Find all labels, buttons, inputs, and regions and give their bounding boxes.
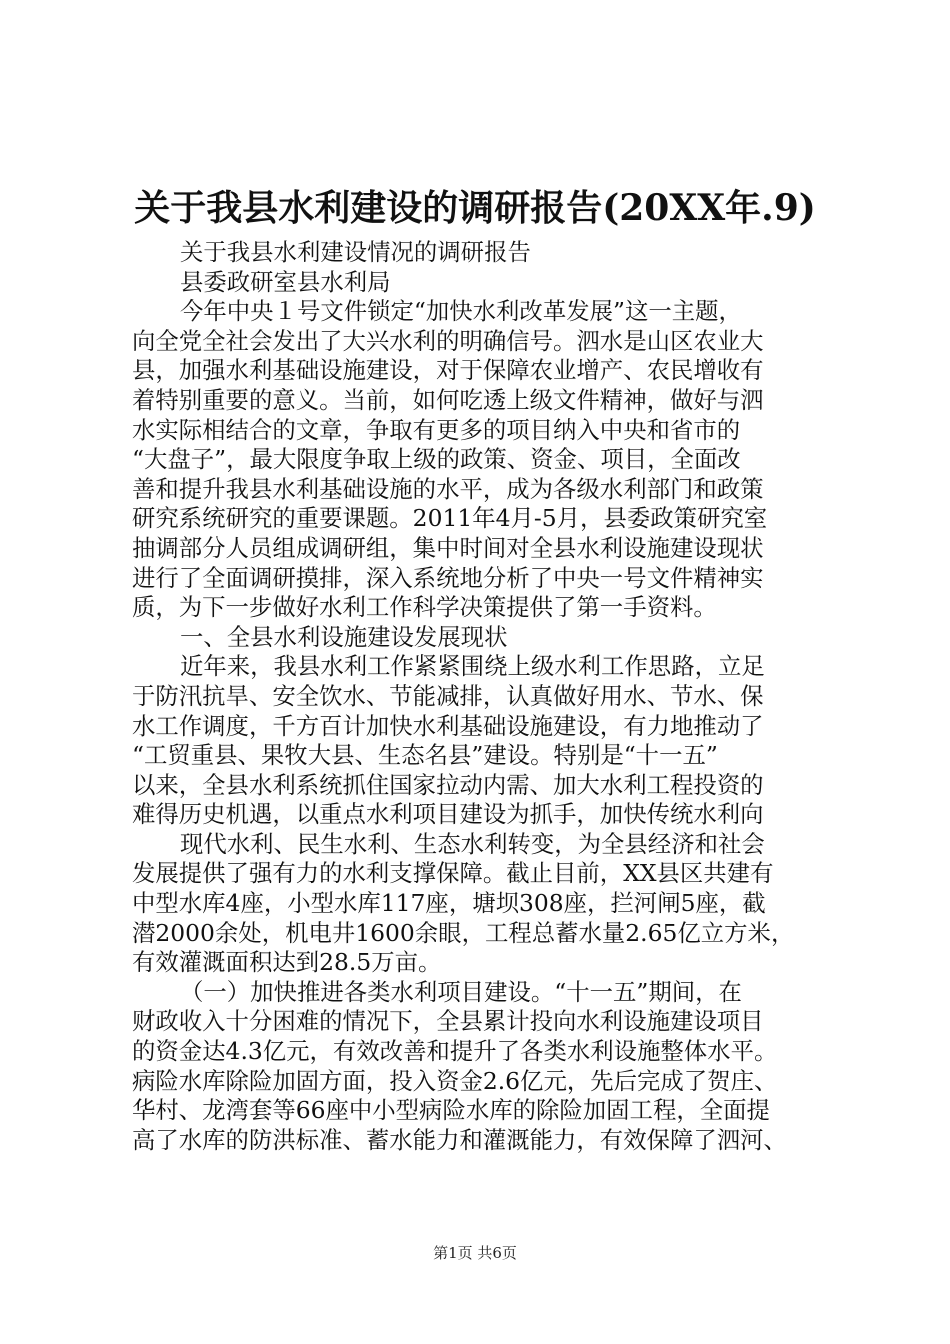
- body-line: 有效灌溉面积达到28.5万亩。: [132, 948, 442, 977]
- body-line: 质，为下一步做好水利工作科学决策提供了第一手资料。: [132, 593, 717, 622]
- body-line: 研究系统研究的重要课题。2011年4月-5月，县委政策研究室: [132, 504, 768, 533]
- body-line: 高了水库的防洪标准、蓄水能力和灌溉能力，有效保障了泗河、: [132, 1125, 787, 1154]
- body-line: 财政收入十分困难的情况下，全县累计投向水利设施建设项目: [132, 1007, 764, 1036]
- body-line: 潜2000余处，机电井1600余眼，工程总蓄水量2.65亿立方米，: [132, 918, 795, 947]
- body-line: 难得历史机遇，以重点水利项目建设为抓手，加快传统水利向: [132, 800, 764, 829]
- body-line: （一）加快推进各类水利项目建设。“十一五”期间，在: [180, 977, 742, 1006]
- document-body: [132, 238, 832, 1155]
- body-line: 发展提供了强有力的水利支撑保障。截止目前，XX县区共建有: [132, 859, 774, 888]
- body-line: “大盘子”，最大限度争取上级的政策、资金、项目，全面改: [132, 445, 741, 474]
- body-line: 善和提升我县水利基础设施的水平，成为各级水利部门和政策: [132, 474, 764, 503]
- body-line: 于防汛抗旱、安全饮水、节能减排，认真做好用水、节水、保: [132, 681, 764, 710]
- body-line: 近年来，我县水利工作紧紧围绕上级水利工作思路，立足: [180, 652, 765, 681]
- body-line: 的资金达4.3亿元，有效改善和提升了各类水利设施整体水平。: [132, 1037, 778, 1066]
- body-line: 关于我县水利建设情况的调研报告: [180, 238, 531, 266]
- body-line: 水工作调度，千方百计加快水利基础设施建设，有力地推动了: [132, 711, 764, 740]
- body-line: 水实际相结合的文章，争取有更多的项目纳入中央和省市的: [132, 415, 741, 444]
- body-line: 县，加强水利基础设施建设，对于保障农业增产、农民增收有: [132, 356, 764, 385]
- body-line: 华村、龙湾套等66座中小型病险水库的除险加固工程，全面提: [132, 1096, 770, 1125]
- body-line: “工贸重县、果牧大县、生态名县”建设。特别是“十一五”: [132, 741, 718, 770]
- body-line: 着特别重要的意义。当前，如何吃透上级文件精神，做好与泗: [132, 385, 764, 414]
- body-line: 进行了全面调研摸排，深入系统地分析了中央一号文件精神实: [132, 563, 764, 592]
- body-line: 县委政研室县水利局: [180, 267, 391, 296]
- body-line: 病险水库除险加固方面，投入资金2.6亿元，先后完成了贺庄、: [132, 1066, 778, 1095]
- body-line: 一、全县水利设施建设发展现状: [180, 622, 508, 651]
- body-line: 抽调部分人员组成调研组，集中时间对全县水利设施建设现状: [132, 533, 764, 562]
- document-title: 关于我县水利建设的调研报告(20XX年.9): [134, 187, 816, 229]
- body-line: 现代水利、民生水利、生态水利转变，为全县经济和社会: [180, 829, 765, 858]
- body-line: 今年中央１号文件锁定“加快水利改革发展”这一主题，: [180, 297, 742, 326]
- page-footer: 第1页 共6页: [433, 1244, 517, 1262]
- body-line: 向全党全社会发出了大兴水利的明确信号。泗水是山区农业大: [132, 326, 764, 355]
- body-line: 中型水库4座，小型水库117座，塘坝308座，拦河闸5座，截: [132, 889, 766, 918]
- body-line: 以来，全县水利系统抓住国家拉动内需、加大水利工程投资的: [132, 770, 764, 799]
